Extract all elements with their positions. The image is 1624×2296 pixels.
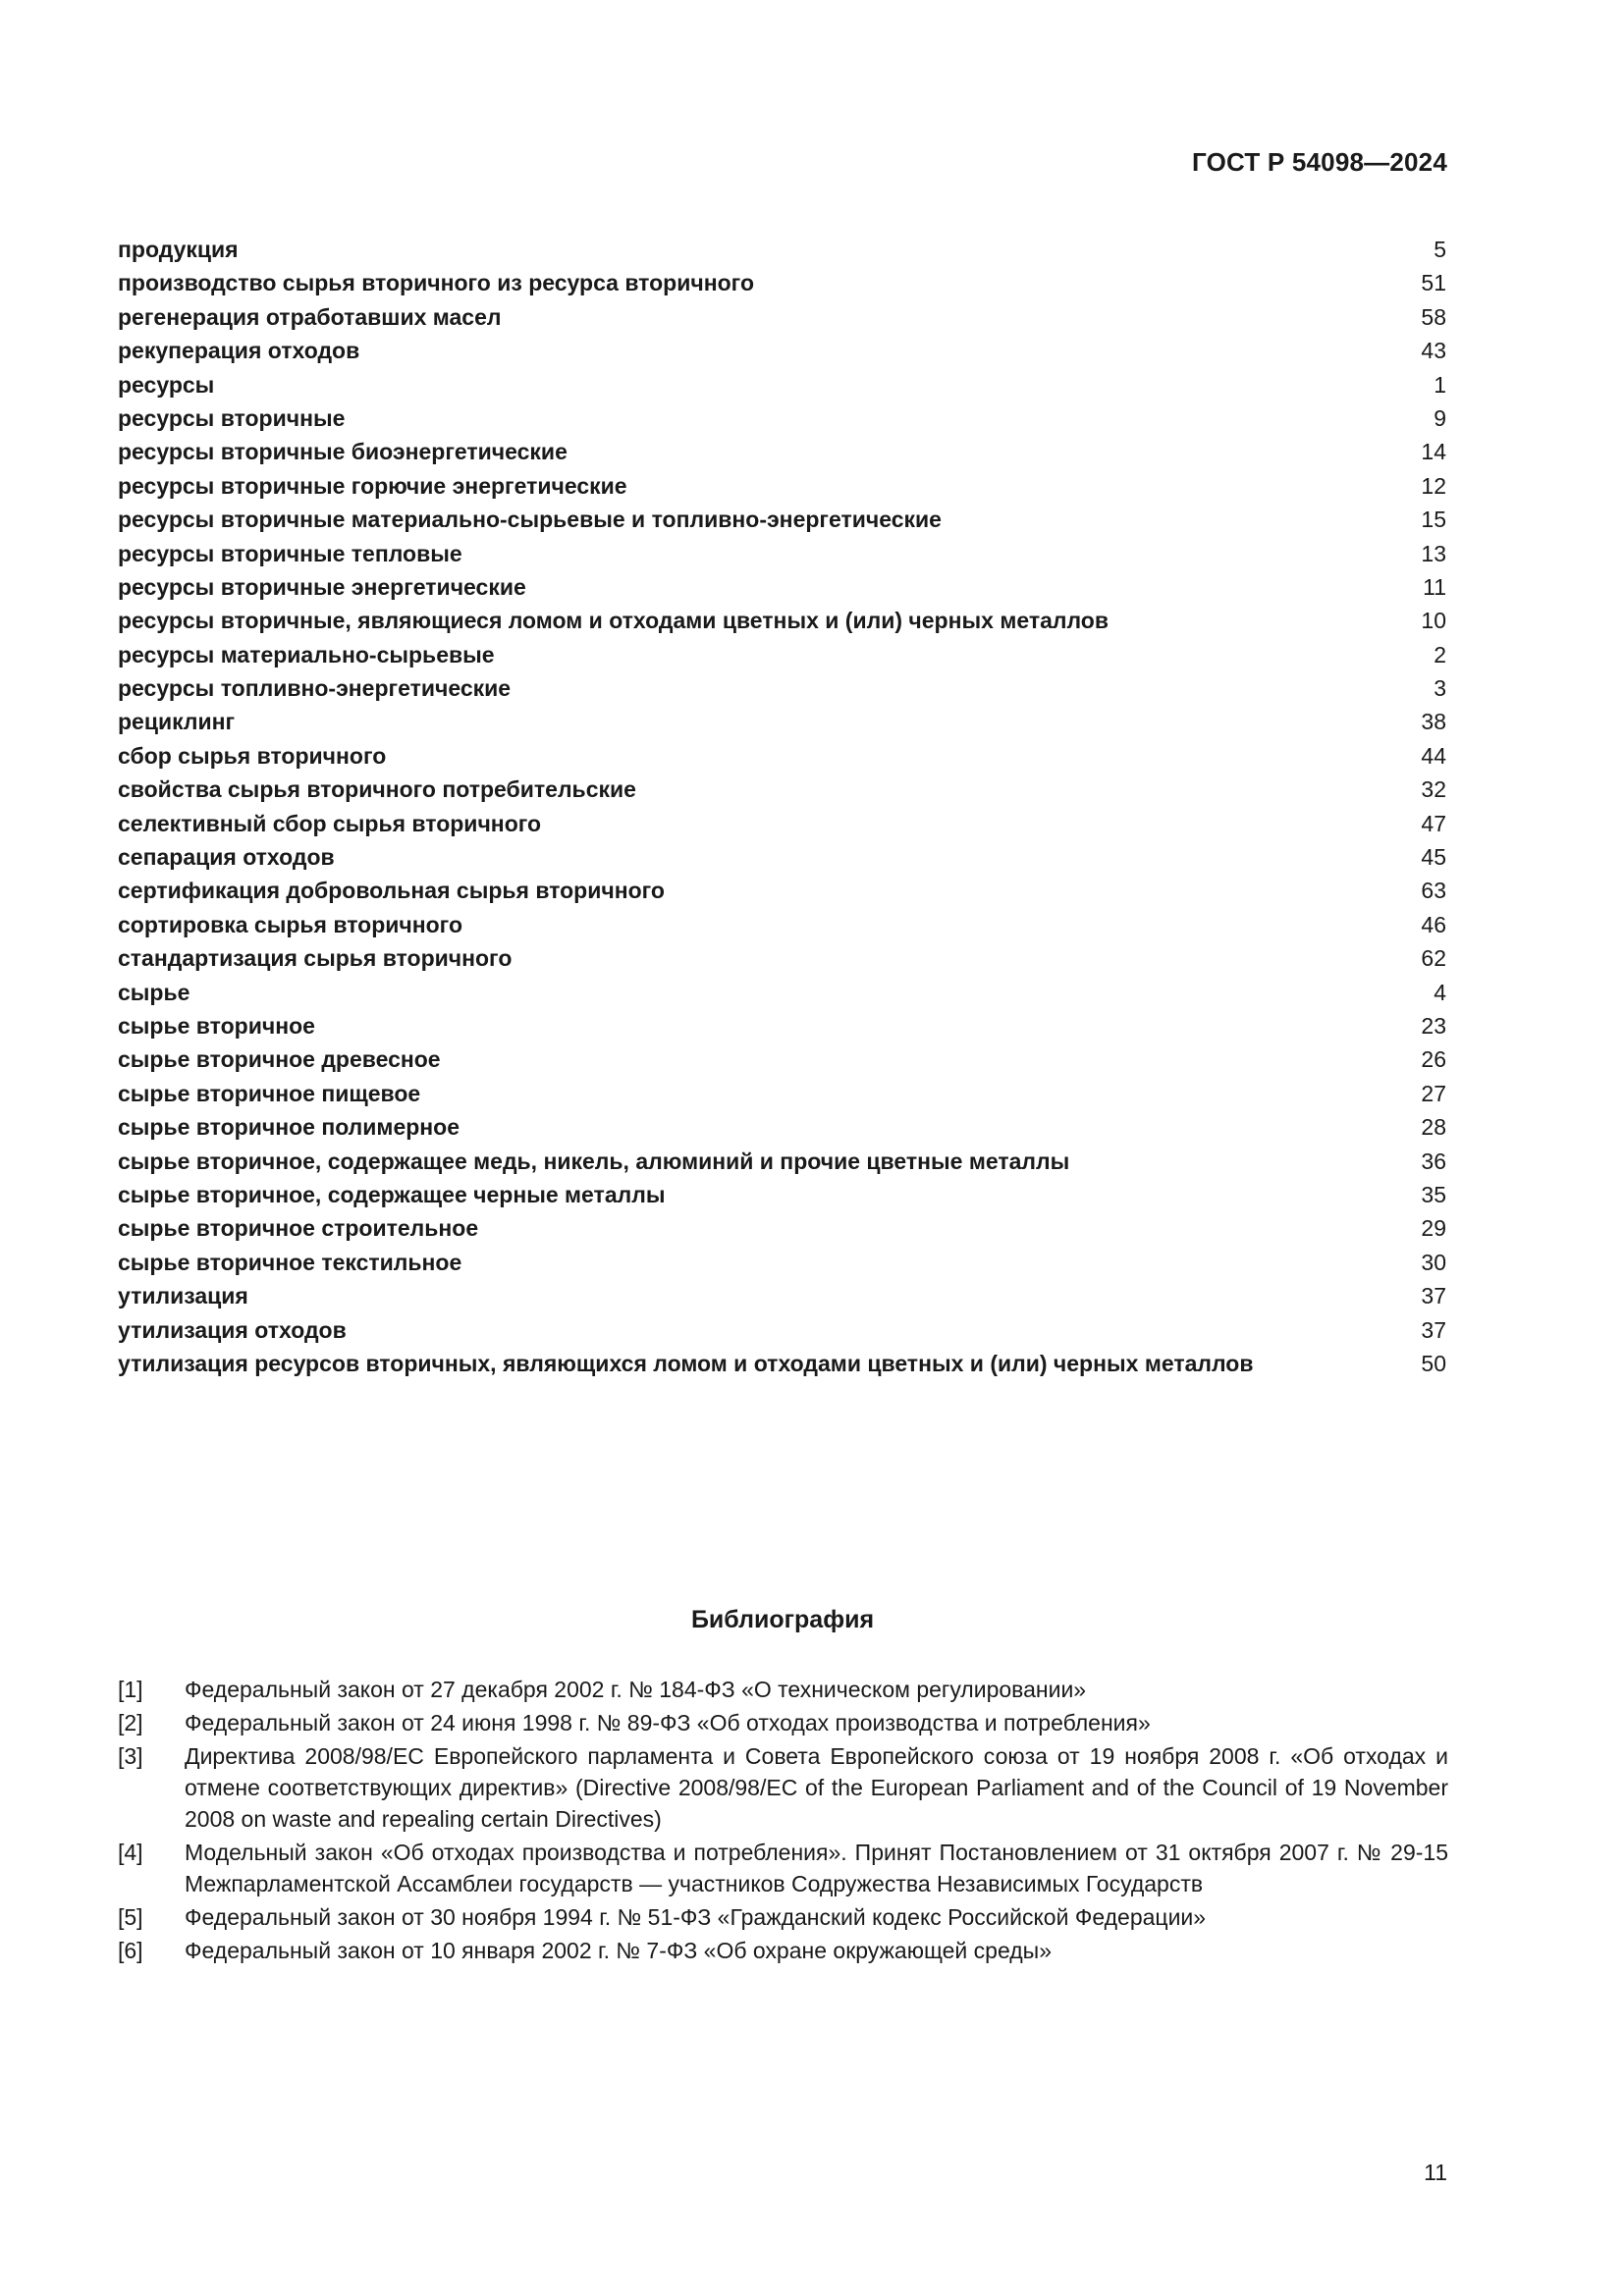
index-term-number: 38 xyxy=(1421,709,1446,735)
index-term-number: 32 xyxy=(1421,776,1446,803)
index-entry xyxy=(118,874,1448,907)
index-term: рециклинг xyxy=(118,709,236,735)
index-term-number: 36 xyxy=(1421,1148,1446,1174)
bibliography-title: Библиография xyxy=(690,1606,875,1633)
bibliography-item-number: [2] xyxy=(118,1710,143,1735)
index-entry xyxy=(118,976,1448,1009)
index-term-number: 45 xyxy=(1421,844,1446,871)
index-term-number: 44 xyxy=(1421,742,1446,769)
index-entry xyxy=(118,705,1448,738)
index-term-number: 51 xyxy=(1421,270,1446,296)
index-term: ресурсы материально-сырьевые xyxy=(118,641,495,667)
bibliography-item xyxy=(118,1740,1448,1835)
index-entry xyxy=(118,840,1448,874)
bibliography-item xyxy=(118,1674,1448,1705)
index-term-number: 29 xyxy=(1421,1215,1446,1242)
index-term-number: 4 xyxy=(1434,979,1446,1005)
index-entry xyxy=(118,570,1448,604)
index-term-number: 47 xyxy=(1421,810,1446,836)
index-entry xyxy=(118,300,1448,334)
bibliography-list xyxy=(118,1674,1448,1968)
bibliography-item-number: [3] xyxy=(118,1743,143,1769)
index-term: сырье вторичное текстильное xyxy=(118,1249,462,1275)
index-term-number: 5 xyxy=(1434,237,1446,262)
index-term: ресурсы вторичные энергетические xyxy=(118,573,526,600)
index-entry xyxy=(118,1009,1448,1042)
index-term-number: 37 xyxy=(1421,1283,1446,1309)
index-entry xyxy=(118,671,1448,705)
page-number: 11 xyxy=(1424,2160,1447,2185)
index-term-number: 14 xyxy=(1421,439,1446,465)
index-entry xyxy=(118,266,1448,299)
index-term: сырье вторичное пищевое xyxy=(118,1080,421,1106)
index-term: ресурсы вторичные материально-сырьевые и топливно-энергетические xyxy=(118,507,942,533)
index-entry xyxy=(118,1279,1448,1312)
index-entry xyxy=(118,1347,1448,1380)
index-entry xyxy=(118,807,1448,840)
index-term: сортировка сырья вторичного xyxy=(118,911,463,937)
index-entry xyxy=(118,1110,1448,1144)
bibliography-item-text: Федеральный закон от 10 января 2002 г. № 7-ФЗ «Об охране окружающей среды» xyxy=(185,1938,1052,1963)
index-term-number: 23 xyxy=(1421,1012,1446,1039)
index-term: утилизация ресурсов вторичных, являющихся ломом и отходами цветных и (или) черных металлов xyxy=(118,1350,1254,1376)
index-term: сырье xyxy=(118,979,190,1005)
index-entry xyxy=(118,503,1448,536)
index-term: сбор сырья вторичного xyxy=(118,742,387,769)
bibliography-item xyxy=(118,1707,1448,1738)
index-entry xyxy=(118,773,1448,806)
index-entry xyxy=(118,1246,1448,1279)
index-term: сырье вторичное xyxy=(118,1012,315,1039)
index-term: регенерация отработавших масел xyxy=(118,303,502,330)
index-term: сепарация отходов xyxy=(118,844,335,871)
index-term: производство сырья вторичного из ресурса вторичного xyxy=(118,270,754,296)
index-term-number: 12 xyxy=(1421,472,1446,499)
index-term-number: 11 xyxy=(1423,573,1446,600)
index-term: сырье вторичное полимерное xyxy=(118,1114,460,1141)
bibliography-item xyxy=(118,1935,1448,1966)
index-term-number: 63 xyxy=(1421,878,1446,904)
index-term: ресурсы вторичные тепловые xyxy=(118,540,462,566)
index-term: ресурсы топливно-энергетические xyxy=(118,675,512,702)
bibliography-item-number: [4] xyxy=(118,1840,143,1865)
index-term-number: 2 xyxy=(1434,641,1446,667)
index-entry xyxy=(118,368,1448,401)
index-term: ресурсы вторичные xyxy=(118,404,346,431)
index-term: ресурсы вторичные горючие энергетические xyxy=(118,472,627,499)
bibliography-item-number: [5] xyxy=(118,1904,143,1930)
index-term: утилизация отходов xyxy=(118,1316,347,1343)
index-term-number: 43 xyxy=(1421,338,1446,364)
bibliography-item-text: Директива 2008/98/ЕС Европейского парламента и Совета Европейского союза от 19 ноября 2008 г. «Об отходах и отмене соответствующих директив» (Directive 2008/98/EC of the European Parliament and of the Council of 19 November 2008 on waste and repealing certain Directives) xyxy=(185,1743,1448,1832)
bibliography-item-text: Федеральный закон от 30 ноября 1994 г. № 51-ФЗ «Гражданский кодекс Российской Федерации» xyxy=(185,1904,1207,1930)
index-term: сырье вторичное древесное xyxy=(118,1046,441,1073)
index-term: ресурсы вторичные биоэнергетические xyxy=(118,439,568,465)
alphabetical-index xyxy=(118,233,1448,1380)
index-term-number: 15 xyxy=(1421,507,1446,533)
index-term: ресурсы вторичные, являющиеся ломом и отходами цветных и (или) черных металлов xyxy=(118,608,1109,634)
index-term-number: 30 xyxy=(1421,1249,1446,1275)
index-term-number: 37 xyxy=(1421,1316,1446,1343)
index-term-number: 26 xyxy=(1421,1046,1446,1073)
index-entry xyxy=(118,1145,1448,1178)
index-entry xyxy=(118,739,1448,773)
index-term: ресурсы xyxy=(118,371,215,398)
index-entry xyxy=(118,941,1448,975)
index-term: сырье вторичное, содержащее медь, никель, алюминий и прочие цветные металлы xyxy=(118,1148,1070,1174)
index-term-number: 62 xyxy=(1421,945,1446,972)
index-entry xyxy=(118,334,1448,367)
bibliography-item-text: Федеральный закон от 24 июня 1998 г. № 89-ФЗ «Об отходах производства и потребления» xyxy=(185,1710,1151,1735)
index-term: сертификация добровольная сырья вторичного xyxy=(118,878,665,904)
index-entry xyxy=(118,1313,1448,1347)
index-term-number: 58 xyxy=(1421,303,1446,330)
bibliography-item-text: Федеральный закон от 27 декабря 2002 г. № 184-ФЗ «О техническом регулировании» xyxy=(185,1677,1087,1702)
index-entry xyxy=(118,604,1448,637)
index-entry xyxy=(118,1211,1448,1245)
index-term-number: 3 xyxy=(1434,675,1446,702)
bibliography-item xyxy=(118,1901,1448,1933)
index-term-number: 50 xyxy=(1421,1350,1446,1376)
index-entry xyxy=(118,638,1448,671)
document-header: ГОСТ Р 54098—2024 xyxy=(1192,147,1447,177)
bibliography-item-number: [6] xyxy=(118,1938,143,1963)
index-entry xyxy=(118,1042,1448,1076)
index-term: свойства сырья вторичного потребительские xyxy=(118,776,636,803)
index-term-number: 9 xyxy=(1434,404,1446,431)
index-term: сырье вторичное строительное xyxy=(118,1215,479,1242)
index-term: утилизация xyxy=(118,1283,248,1309)
index-entry xyxy=(118,1077,1448,1110)
index-term-number: 46 xyxy=(1421,911,1446,937)
bibliography-item-number: [1] xyxy=(118,1677,143,1702)
index-entry xyxy=(118,401,1448,435)
index-term-number: 28 xyxy=(1421,1114,1446,1141)
index-term: сырье вторичное, содержащее черные металлы xyxy=(118,1181,666,1207)
index-term-number: 35 xyxy=(1421,1181,1446,1207)
index-entry xyxy=(118,537,1448,570)
index-term-number: 13 xyxy=(1421,540,1446,566)
index-term: стандартизация сырья вторичного xyxy=(118,945,513,972)
index-entry xyxy=(118,1178,1448,1211)
bibliography-item xyxy=(118,1837,1448,1899)
index-term-number: 27 xyxy=(1421,1080,1446,1106)
index-entry xyxy=(118,908,1448,941)
index-entry xyxy=(118,435,1448,468)
index-entry xyxy=(118,469,1448,503)
index-term-number: 1 xyxy=(1434,371,1446,398)
index-entry xyxy=(118,233,1448,266)
index-term-number: 10 xyxy=(1421,608,1446,634)
index-term: продукция xyxy=(118,237,239,262)
index-term: рекуперация отходов xyxy=(118,338,360,364)
index-term: селективный сбор сырья вторичного xyxy=(118,810,542,836)
bibliography-item-text: Модельный закон «Об отходах производства и потребления». Принят Постановлением от 31 октября 2007 г. № 29-15 Межпарламентской Ассамблеи государств — участников Содружества Независимых Государств xyxy=(185,1840,1448,1896)
